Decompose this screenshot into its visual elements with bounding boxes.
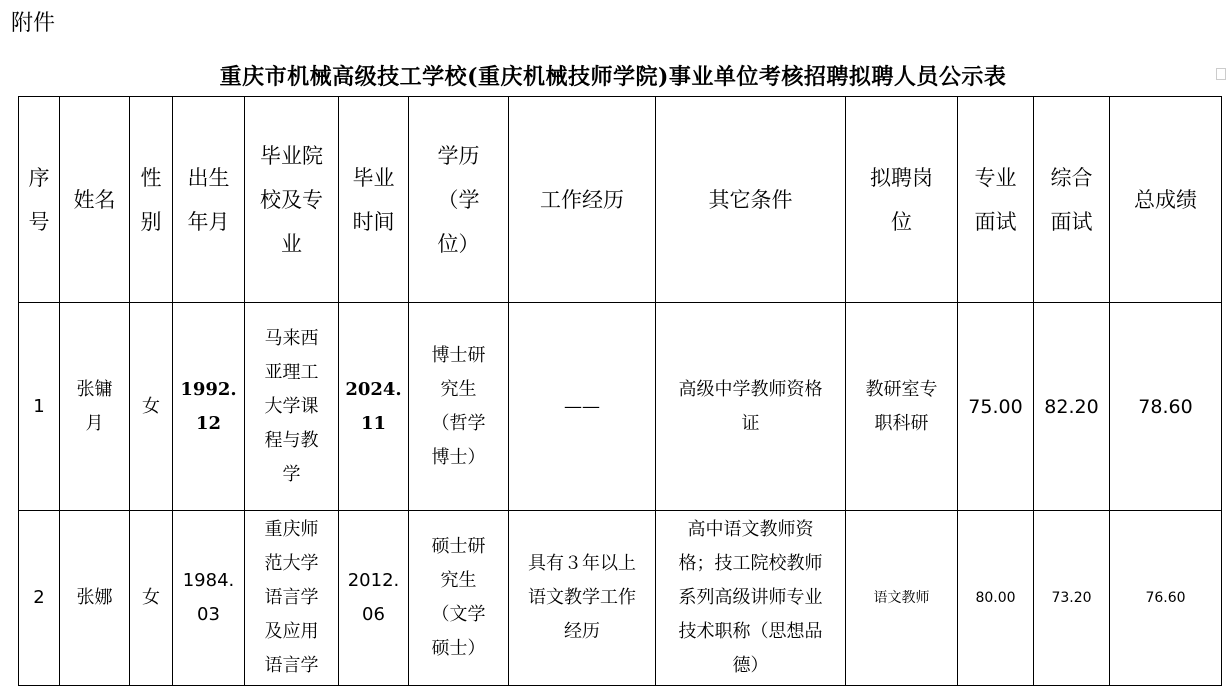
cell-post: 教研室专 职科研: [846, 303, 958, 511]
cell-total: 76.60: [1110, 511, 1222, 686]
table-header-row: [19, 97, 1222, 303]
page-corner-mark: [1216, 68, 1226, 80]
cell-experience: ——: [509, 303, 656, 511]
cell-other: 高级中学教师资格 证: [656, 303, 846, 511]
cell-gender: 女: [130, 303, 173, 511]
header-birth: 出生 年月: [173, 97, 245, 303]
cell-other: 高中语文教师资 格；技工院校教师 系列高级讲师专业 技术职称（思想品 德）: [656, 511, 846, 686]
header-degree: 学历 （学 位）: [409, 97, 509, 303]
cell-no: 1: [19, 303, 60, 511]
cell-degree: 博士研 究生 （哲学 博士）: [409, 303, 509, 511]
candidate-table: [18, 96, 1222, 686]
attachment-label: 附件: [11, 11, 56, 36]
table-row: [19, 511, 1222, 686]
cell-no: 2: [19, 511, 60, 686]
cell-degree: 硕士研 究生 （文学 硕士）: [409, 511, 509, 686]
table-row: [19, 303, 1222, 511]
header-grad-time: 毕业 时间: [339, 97, 409, 303]
cell-pro-interview: 75.00: [958, 303, 1034, 511]
cell-total: 78.60: [1110, 303, 1222, 511]
header-post: 拟聘岗 位: [846, 97, 958, 303]
header-other: 其它条件: [656, 97, 846, 303]
cell-birth: 1992. 12: [173, 303, 245, 511]
header-gender: 性 别: [130, 97, 173, 303]
cell-school: 马来西 亚理工 大学课 程与教 学: [245, 303, 339, 511]
cell-birth: 1984. 03: [173, 511, 245, 686]
header-name: 姓名: [60, 97, 130, 303]
cell-name: 张娜: [60, 511, 130, 686]
document-title: 重庆市机械高级技工学校(重庆机械技师学院)事业单位考核招聘拟聘人员公示表: [219, 64, 1007, 90]
cell-experience: 具有３年以上 语文教学工作 经历: [509, 511, 656, 686]
header-no: 序 号: [19, 97, 60, 303]
cell-gender: 女: [130, 511, 173, 686]
cell-grad-time: 2024. 11: [339, 303, 409, 511]
cell-general-interview: 73.20: [1034, 511, 1110, 686]
header-school: 毕业院 校及专 业: [245, 97, 339, 303]
header-total: 总成绩: [1110, 97, 1222, 303]
cell-general-interview: 82.20: [1034, 303, 1110, 511]
cell-grad-time: 2012. 06: [339, 511, 409, 686]
header-pro-interview: 专业 面试: [958, 97, 1034, 303]
cell-post: 语文教师: [846, 511, 958, 686]
header-general-interview: 综合 面试: [1034, 97, 1110, 303]
cell-pro-interview: 80.00: [958, 511, 1034, 686]
header-experience: 工作经历: [509, 97, 656, 303]
cell-school: 重庆师 范大学 语言学 及应用 语言学: [245, 511, 339, 686]
cell-name: 张镛 月: [60, 303, 130, 511]
